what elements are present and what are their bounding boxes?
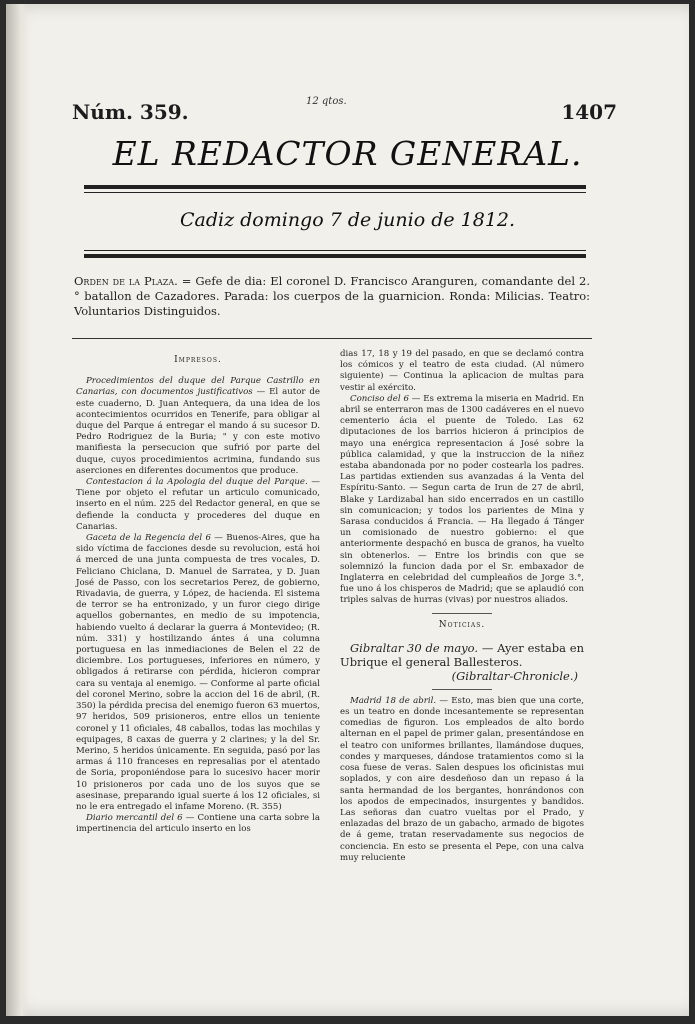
article-title: Contestacion á la Apologia del duque del Parque. xyxy=(86,477,308,488)
article-continued: dias 17, 18 y 19 del pasado, en que se declamó contra los cómicos y el teatro de esta ciudad. (Al número siguiente) — Continua la aplicacion de multas para vestir al exército. xyxy=(340,349,584,393)
orden-de-la-plaza xyxy=(74,274,590,319)
masthead-title: EL REDACTOR GENERAL. xyxy=(112,134,583,173)
article xyxy=(76,376,320,477)
article xyxy=(76,813,320,835)
article-text: — Es extrema la miseria en Madrid. En abril se enterraron mas de 1300 cadáveres en el nuevo cementerio ácia el puente de Toledo. Las 62 diputaciones de los barrios hicieron á principios de mayo una enérgica representacion á José sobre la pública calamidad, y que la instruccion de la niñez estaba abandonada por no poder costearla los padres. Las partidas extienden sus avanzadas á la Venta del Espíritu-Santo. — Segun carta de Irun de 27 de abril, Blake y Lardizabal han sido encerrados en un castillo sin comunicacion; y todos los parientes de Mina y Sarasa conducidos á Francia. — Ha llegado á Tánger un comisionado de nuestro gobierno: el que anteriormente despachó en busca de granos, ha vuelto sin obtenerlos. — Entre los brindis con que se solemnizó la funcion dada por el Sr. embaxador de Inglaterra en celebridad del cumpleaños de Jorge 3.°, fue uno á los chisperos de Madrid; que se aplaudió con triples salvas de hurras (vivas) por nuestros aliados. xyxy=(340,393,584,606)
article xyxy=(76,477,320,533)
section-divider xyxy=(72,338,592,339)
page-number: 1407 xyxy=(561,100,617,124)
article-text: — Buenos-Aires, que ha sido víctima de facciones desde su revolucion, está hoi á merced de una junta compuesta de tres vocales, D. Feliciano Chiclana, D. Manuel de Sarratea, y D. Juan José de Passo, con los secretarios Perez, de gobierno, Rivadavia, de guerra, y López, de hacienda. El sistema de terror se ha entronizado, y un furor ciego dirige aquellos gobernantes, en medio de su impotencia, habiendo vuelto á declarar la guerra á Montevideo; (R. núm. 331) y hostilizando ántes á una columna portuguesa en las inmediaciones de Belen el 22 de diciembre. Los portugueses, inferiores en número, y obligados á retirarse con pérdida, hicieron comprar cara su ventaja al enemigo. — Conforme al parte oficial del coronel Merino, sobre la accion del 16 de abril, (R. 350) la pérdida precisa del enemigo fueron 63 muertos, 97 heridos, 509 prisioneros, entre ellos un teniente coronel y 11 oficiales, 48 caballos, todas las mochilas y equipages, 8 caxas de guerra y 2 clarines; y la del Sr. Merino, 5 heridos únicamente. En seguida, pasó por las armas á 110 franceses en represalias por el atentado de Soria, proponiéndose para lo sucesivo hacer morir 10 prisioneros por cada uno de los suyos que se asesinase, preparando igual suerte á los 12 oficiales, si no le era entregado el infame Moreno. (R. 355) xyxy=(76,533,320,812)
masthead-rule-top xyxy=(84,185,586,189)
orden-text: = Gefe de dia: El coronel D. Francisco Aranguren, comandante del 2.° batallon de Cazadores. Parada: los cuerpos de la guarnicion. Ronda: Milicias. Teatro: Voluntarios Distinguidos. xyxy=(74,274,590,318)
article-text: — Ayer estaba en Ubrique el general Ballesteros. xyxy=(340,640,584,669)
masthead-rule-top-thin xyxy=(84,192,586,193)
article-text: — Contiene una carta sobre la impertinencia del articulo inserto en los xyxy=(76,813,320,835)
handwritten-note: 12 qtos. xyxy=(306,96,347,107)
issue-number: Núm. 359. xyxy=(72,100,189,124)
masthead-rule-bottom-thin xyxy=(84,250,586,251)
divider xyxy=(432,689,492,690)
article-title: Gibraltar 30 de mayo. xyxy=(350,640,479,655)
section-heading-noticias: Noticias. xyxy=(438,619,486,630)
article-title: Diario mercantil del 6 xyxy=(86,813,183,824)
dateline: Cadiz domingo 7 de junio de 1812. xyxy=(179,209,516,231)
divider xyxy=(432,613,492,614)
article xyxy=(76,533,320,813)
article xyxy=(340,394,584,607)
article-text: — Tiene por objeto el refutar un articulo comunicado, inserto en el núm. 225 del Redactor general, en que se defiende la conducta y procederes del duque en Canarias. xyxy=(76,477,320,532)
section-heading-impresos: Impresos. xyxy=(174,355,222,365)
column-left xyxy=(76,349,320,836)
article-source: (Gibraltar-Chronicle.) xyxy=(451,668,578,683)
article-text: — El autor de este cuaderno, D. Juan Antequera, da una idea de los acontecimientos ocurridos en Tenerife, para obligar al duque del Parque á entregar el mando á su sucesor D. Pedro Rodriguez de la Buria; " y con este motivo manifiesta la persecucion que sufrió por parte del duque, cuyos procedimientos acrimina, fundando sus aserciones en diferentes documentos que produce. xyxy=(76,387,320,476)
article-title: Procedimientos del duque del Parque Castrillo en Canarias, con documentos justificativos xyxy=(76,376,320,398)
article-title: Madrid 18 de abril. xyxy=(350,695,437,706)
masthead-rule-bottom xyxy=(84,254,586,258)
article-text: — Esto, mas bien que una corte, es un teatro en donde incesantemente se representan comedias de figuron. Los empleados de alto bordo alternan en el papel de primer galan, presentándose en el teatro con uniformes brillantes, llamándose duques, condes y marqueses, dándose tratamientos como si la cosa fuese de veras. Salen despues los oficinistas mui soplados, y con aire desdeñoso dan un repaso á la santa hermandad de los bergantes, honrándonos con los apodos de empecinados, insurgentes y bandidos. Las señoras dan cuatro vueltas por el Prado, y enlazadas del brazo de un gabacho, armado de bigotes de á geme, tratan reservadamente sus negocios de conciencia. En esto se presenta el Pepe, con una calva muy reluciente xyxy=(340,695,584,863)
column-right xyxy=(340,349,584,864)
article xyxy=(340,641,584,669)
article-title: Conciso del 6 xyxy=(350,393,409,404)
article xyxy=(340,696,584,864)
orden-label: Orden de la Plaza. xyxy=(74,274,178,288)
article-title: Gaceta de la Regencia del 6 xyxy=(86,533,211,544)
newspaper-page xyxy=(6,4,689,1016)
